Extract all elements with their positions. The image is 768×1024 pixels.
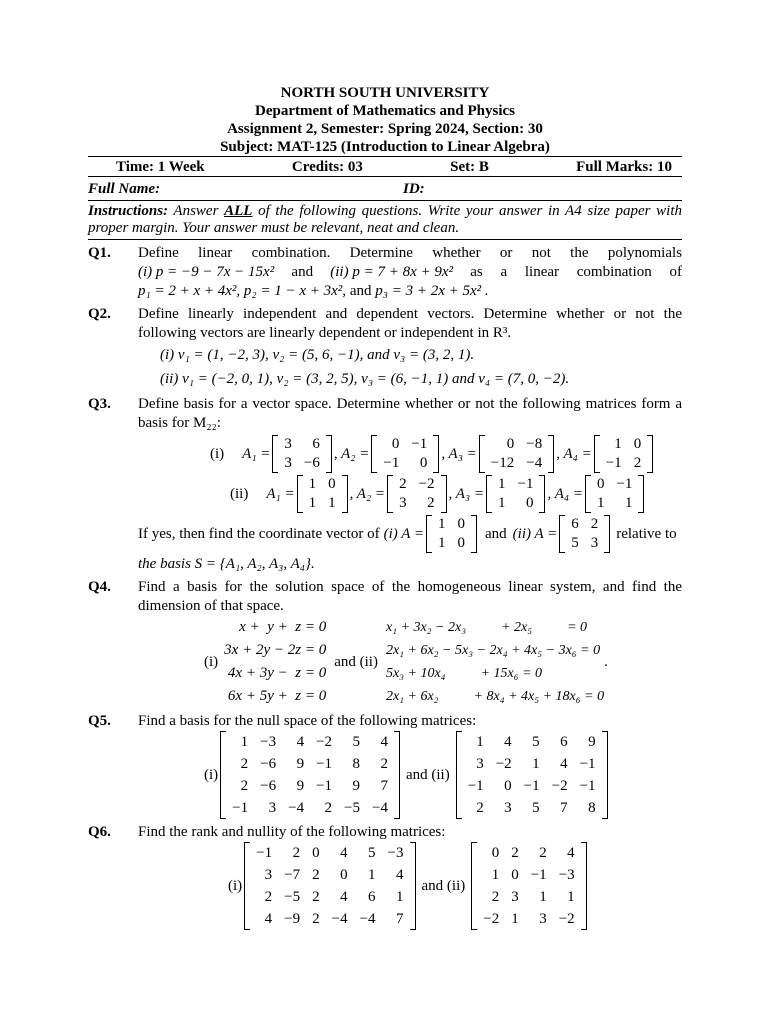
matrix-entry: 2 [633, 455, 642, 471]
matrix-entry: −1 [467, 778, 484, 794]
matrix-entry: −5 [284, 889, 301, 905]
matrix-entry: −9 [284, 911, 301, 927]
instructions: Instructions: Answer ALL of the following questions. Write your answer in A4 size paper with proper margin. Your answer must be relevant, neat and clean. [88, 201, 682, 240]
matrix-entry: 6 [312, 436, 320, 452]
q6-matrices: (i) −1 2 0 4 5 −3 3 −7 2 0 1 4 2 −5 2 4 6 1 4 −9 2 −4 −4 7 and (ii) 0 2 2 4 1 0 −1 −3 2 3 1 1 −2 1 3 −2 [138, 842, 682, 930]
matrix-entry: 0 [340, 867, 348, 883]
matrix-entry: 2 [292, 845, 301, 861]
assignment-page [88, 84, 682, 930]
equation: 5x₃ + 10x₄ + 15x₆ = 0 [385, 666, 543, 681]
matrix-entry: 1 [308, 495, 317, 511]
matrix-name: , A₂ = [349, 485, 386, 502]
matrix-entry: 9 [296, 756, 305, 772]
matrix-entry: 2 [427, 495, 435, 511]
matrix-a3 [479, 435, 554, 473]
matrix-name: A₁ = [242, 445, 271, 462]
matrix-entry: 2 [491, 889, 500, 905]
question-5: Q5. Find a basis for the null space of the following matrices: (i) 1 −3 4 −2 5 4 2 −6 9 −1 8 2 2 −6 9 −1 9 7 −1 3 −4 2 −5 −4 and (ii) 1 4 5 6 9 3 −2 1 4 −1 −1 0 −1 −2 −1 2 3 5 7 8 [88, 712, 682, 819]
matrix-entry: 3 [264, 867, 273, 883]
matrix-a1 [297, 475, 348, 513]
matrix-entry: 2 [240, 778, 249, 794]
matrix-entry: −4 [359, 911, 376, 927]
department-name: Department of Mathematics and Physics [255, 103, 515, 119]
marks-info: Full Marks: 10 [576, 159, 672, 175]
matrix-entry: 7 [560, 800, 568, 816]
matrix-entry: 7 [396, 911, 404, 927]
matrix-entry: 2 [312, 867, 320, 883]
full-name-label: Full Name: [88, 181, 161, 197]
matrix-entry: 3 [539, 911, 547, 927]
time-info: Time: 1 Week [116, 159, 205, 175]
matrix-entry: 1 [624, 495, 633, 511]
student-info-bar [88, 177, 682, 201]
matrix-entry: −1 [605, 455, 622, 471]
matrix-entry: 0 [312, 845, 320, 861]
matrix-entry: 6 [560, 734, 568, 750]
matrix-entry: 1 [539, 889, 547, 905]
matrix-entry: 2 [590, 516, 599, 532]
matrix-name: , A₂ = [333, 445, 370, 462]
matrix-entry: 8 [352, 756, 361, 772]
equation: 2x₁ + 6x₂ − 5x₃ − 2x₄ + 4x₅ − 3x₆ = 0 [385, 643, 601, 658]
coord-a-i-label: (i) A = [383, 525, 424, 542]
and-ii-label: and (ii) [405, 766, 450, 783]
matrix-entry: 3 [284, 436, 292, 452]
matrix-entry: −1 [579, 778, 596, 794]
matrix-entry: −1 [523, 778, 540, 794]
question-6: Q6. Find the rank and nullity of the following matrices: (i) −1 2 0 4 5 −3 3 −7 2 0 1 4 2 −5 2 4 6 1 4 −9 2 −4 −4 7 and (ii) 0 2 2 4 1 0 −1 −3 2 3 1 1 −2 1 3 −2 [88, 823, 682, 930]
matrix-entry: 1 [567, 889, 575, 905]
matrix-entry: 1 [437, 535, 446, 551]
matrix-entry: −2 [495, 756, 512, 772]
credits-info: Credits: 03 [291, 159, 363, 175]
matrix-entry: −3 [387, 845, 404, 861]
matrix-entry: −4 [331, 911, 348, 927]
matrix-entry: 4 [340, 889, 348, 905]
null-space-matrix-i [220, 731, 400, 819]
matrix-entry: 4 [264, 911, 273, 927]
matrix-name: , A₄ = [556, 445, 592, 462]
matrix-entry: 2 [264, 889, 273, 905]
matrix-entry: 2 [240, 756, 249, 772]
matrix-entry: 1 [491, 867, 500, 883]
matrix-entry: −1 [316, 756, 333, 772]
matrix-entry: 0 [633, 436, 642, 452]
equation: 2x₁ + 6x₂ + 8x₄ + 4x₅ + 18x₆ = 0 [385, 689, 605, 704]
matrix-entry: −1 [232, 800, 249, 816]
matrix-entry: 1 [498, 495, 506, 511]
matrix-name: , A₃ = [441, 445, 477, 462]
matrix-entry: −6 [260, 778, 277, 794]
q4-systems: (i) x + y + z = 0 3x + 2y − 2z = 0 4x + 3y − z = 0 6x + 5y + z = 0 and (ii) x₁ + 3x₂ − 2x₃ + 2x₅ = 0 2x₁ + 6x₂ − 5x₃ − 2x₄ + 4x₅ − 3x₆ = 0 5x₃ + 10x₄ + 15x₆ = 0 2x₁ + 6x₂ + 8x₄ + 4x₅ + 18x₆ = 0 . [138, 616, 682, 708]
set-info: Set: B [450, 159, 489, 175]
matrix-entry: 0 [596, 476, 605, 492]
matrix-entry: 3 [268, 800, 277, 816]
id-label: ID: [403, 181, 425, 197]
matrix-entry: 3 [284, 455, 292, 471]
relative-label: relative to [616, 525, 677, 542]
matrix-entry: 1 [596, 495, 605, 511]
matrix-entry: −2 [551, 778, 568, 794]
matrix-entry: 4 [504, 734, 512, 750]
matrix-name: A₁ = [266, 485, 295, 502]
matrix-entry: 4 [396, 867, 404, 883]
and-label: and [484, 525, 507, 542]
matrix-entry: −2 [558, 911, 575, 927]
matrix-entry: 1 [532, 756, 540, 772]
exam-info-bar [88, 156, 682, 177]
matrix-entry: −1 [530, 867, 547, 883]
matrix-entry: 2 [324, 800, 333, 816]
university-name: NORTH SOUTH UNIVERSITY [280, 85, 490, 101]
matrix-entry: −5 [344, 800, 361, 816]
matrix-entry: 4 [340, 845, 348, 861]
matrix-entry: 9 [352, 778, 361, 794]
matrix-entry: 1 [396, 889, 404, 905]
matrix-entry: 2 [539, 845, 547, 861]
matrix-entry: −1 [316, 778, 333, 794]
matrix-entry: 3 [590, 535, 599, 551]
matrix-entry: −12 [490, 455, 515, 471]
matrix-entry: 0 [525, 495, 534, 511]
question-3: Q3. Define basis for a vector space. Determine whether or not the following matrices form a basis for M₂₂: (i) A₁ = 3 6 3 −6 , A₂ = 0 −1 −1 0 , A₃ = 0 −8 −12 −4 , A₄ = 1 0 −1 2 (ii) A₁ = 1 0 1 1 , A₂ = 2 −2 3 2 , A₃ = 1 −1 1 0 , A₄ = 0 −1 1 1 If yes, then find the coordinate vector of (i) A = 1 0 1 0 and (ii) A = 6 2 5 3 relative to the basis S = {A₁, A₂, A₃, A₄}. [88, 396, 682, 572]
matrix-entry: −6 [260, 756, 277, 772]
q3-set-ii: (ii) A₁ = 1 0 1 1 , A₂ = 2 −2 3 2 , A₃ = 1 −1 1 0 , A₄ = 0 −1 1 1 [138, 475, 682, 513]
matrix-entry: −4 [526, 455, 543, 471]
matrix-entry: −6 [303, 455, 320, 471]
matrix-entry: 9 [296, 778, 305, 794]
equation: x₁ + 3x₂ − 2x₃ + 2x₅ = 0 [385, 620, 588, 635]
assignment-info: Assignment 2, Semester: Spring 2024, Section: 30 [227, 121, 543, 137]
matrix-entry: −2 [418, 476, 435, 492]
matrix-entry: 5 [532, 800, 540, 816]
equation: 3x + 2y − 2z = 0 [224, 642, 327, 658]
matrix-entry: 4 [567, 845, 575, 861]
matrix-entry: −1 [256, 845, 273, 861]
matrix-entry: 0 [419, 455, 428, 471]
and-ii-label: and (ii) [421, 877, 466, 894]
question-1: Q1. Define linear combination. Determine whether or not the polynomials (i) p = −9 − 7x − 15x² and (ii) p = 7 + 8x + 9x² as a linear combination of p₁ = 2 + x + 4x², p₂ = 1 − x + 3x², and p₃ = 3 + 2x + 5x² . [88, 245, 682, 299]
matrix-entry: 0 [491, 845, 500, 861]
matrix-entry: 2 [399, 476, 407, 492]
matrix-entry: 6 [368, 889, 376, 905]
question-2: Q2. Define linearly independent and dependent vectors. Determine whether or not the following vectors are linearly dependent or independent in R³. (i) v₁ = (1, −2, 3), v₂ = (5, 6, −1), and v₃ = (3, 2, 1). (ii) v₁ = (−2, 0, 1), v₂ = (3, 2, 5), v₃ = (6, −1, 1) and v₄ = (7, 0, −2). [88, 306, 682, 387]
matrix-entry: 4 [380, 734, 388, 750]
coord-matrix-ii [559, 515, 610, 553]
matrix-entry: 2 [380, 756, 388, 772]
matrix-name: , A₄ = [547, 485, 583, 502]
matrix-entry: 3 [476, 756, 484, 772]
matrix-entry: 5 [352, 734, 361, 750]
matrix-entry: 1 [437, 516, 446, 532]
matrix-a1 [272, 435, 331, 473]
matrix-entry: 0 [328, 476, 336, 492]
matrix-name: , A₃ = [448, 485, 485, 502]
subject-info: Subject: MAT-125 (Introduction to Linear Algebra) [220, 139, 550, 155]
matrix-entry: −1 [517, 476, 534, 492]
matrix-entry: 4 [296, 734, 305, 750]
matrix-entry: 8 [588, 800, 596, 816]
matrix-entry: 1 [308, 476, 317, 492]
matrix-entry: −3 [260, 734, 277, 750]
matrix-entry: −4 [372, 800, 388, 816]
matrix-entry: 3 [399, 495, 407, 511]
matrix-entry: 0 [504, 778, 512, 794]
equation: x + y + z = 0 [239, 619, 327, 635]
matrix-entry: 4 [560, 756, 568, 772]
question-4: Q4. Find a basis for the solution space of the homogeneous linear system, and find the dimension of that space. (i) x + y + z = 0 3x + 2y − 2z = 0 4x + 3y − z = 0 6x + 5y + z = 0 and (ii) x₁ + 3x₂ − 2x₃ + 2x₅ = 0 2x₁ + 6x₂ − 5x₃ − 2x₄ + 4x₅ − 3x₆ = 0 5x₃ + 10x₄ + 15x₆ = 0 2x₁ + 6x₂ + 8x₄ + 4x₅ + 18x₆ = 0 . [88, 578, 682, 708]
matrix-entry: −8 [526, 436, 543, 452]
matrix-entry: −1 [383, 455, 400, 471]
matrix-a2 [371, 435, 439, 473]
matrix-entry: 1 [328, 495, 336, 511]
matrix-entry: 1 [368, 867, 376, 883]
q3-set-i: (i) A₁ = 3 6 3 −6 , A₂ = 0 −1 −1 0 , A₃ = 0 −8 −12 −4 , A₄ = 1 0 −1 2 [138, 435, 682, 473]
matrix-entry: 2 [476, 800, 484, 816]
matrix-entry: 1 [476, 734, 484, 750]
matrix-entry: −7 [284, 867, 301, 883]
coord-matrix-i [426, 515, 477, 553]
matrix-entry: 0 [391, 436, 400, 452]
matrix-entry: 2 [312, 911, 320, 927]
equation: 4x + 3y − z = 0 [227, 665, 327, 681]
matrix-entry: 3 [511, 889, 519, 905]
matrix-entry: 5 [532, 734, 540, 750]
equation: 6x + 5y + z = 0 [227, 688, 327, 704]
matrix-entry: 5 [571, 535, 579, 551]
matrix-entry: 0 [511, 867, 519, 883]
matrix-entry: −1 [579, 756, 596, 772]
coord-a-ii-label: (ii) A = [512, 525, 558, 542]
matrix-entry: 0 [506, 436, 515, 452]
matrix-entry: 1 [511, 911, 519, 927]
matrix-entry: 5 [368, 845, 376, 861]
matrix-entry: 2 [312, 889, 320, 905]
rank-matrix-ii [471, 842, 586, 930]
matrix-entry: −1 [616, 476, 633, 492]
matrix-entry: 0 [457, 535, 465, 551]
matrix-entry: 6 [571, 516, 579, 532]
matrix-a3 [486, 475, 545, 513]
matrix-entry: −2 [483, 911, 500, 927]
matrix-a4 [585, 475, 644, 513]
matrix-entry: 7 [380, 778, 388, 794]
system-ii [386, 616, 604, 708]
matrix-entry: 9 [588, 734, 596, 750]
matrix-a2 [387, 475, 446, 513]
matrix-entry: −3 [558, 867, 575, 883]
matrix-entry: 0 [457, 516, 465, 532]
matrix-entry: −4 [288, 800, 305, 816]
system-i [224, 616, 326, 708]
rank-matrix-i [244, 842, 415, 930]
null-space-matrix-ii [456, 731, 608, 819]
q3-coordinate-line: If yes, then find the coordinate vector of (i) A = 1 0 1 0 and (ii) A = 6 2 5 3 relative to [138, 516, 677, 551]
matrix-a4 [594, 435, 653, 473]
matrix-entry: 3 [504, 800, 512, 816]
matrix-entry: −1 [411, 436, 428, 452]
q5-matrices: (i) 1 −3 4 −2 5 4 2 −6 9 −1 8 2 2 −6 9 −1 9 7 −1 3 −4 2 −5 −4 and (ii) 1 4 5 6 9 3 −2 1 4 −1 −1 0 −1 −2 −1 2 3 5 7 8 [138, 731, 682, 819]
matrix-entry: −2 [316, 734, 333, 750]
matrix-entry: 1 [240, 734, 249, 750]
matrix-entry: 1 [614, 436, 622, 452]
matrix-entry: 2 [511, 845, 519, 861]
matrix-entry: 1 [498, 476, 506, 492]
